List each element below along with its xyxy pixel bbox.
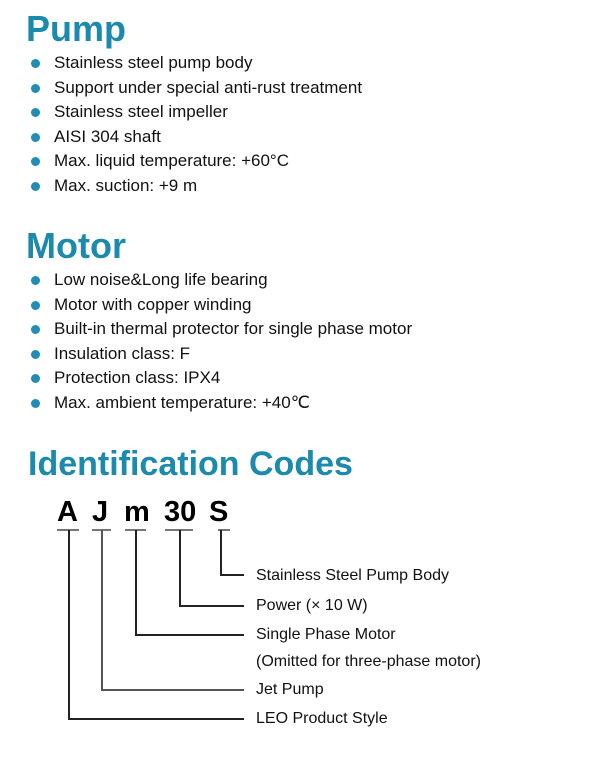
bullet-icon [31,157,40,166]
connector-m-horizontal [135,634,244,636]
bullet-icon [31,325,40,334]
code-number-30: 30 [164,496,197,528]
connector-a-horizontal [68,718,244,720]
connector-a-vertical [68,530,70,720]
code-letter-j: J [92,496,109,528]
list-item: Stainless steel pump body [30,51,362,76]
connector-30-horizontal [179,605,244,607]
connector-m-vertical [135,530,137,635]
list-item: Support under special anti-rust treatment [30,76,362,101]
connector-30-vertical [179,530,181,607]
bullet-icon [31,350,40,359]
list-item: Built-in thermal protector for single phase motor [30,317,412,342]
bullet-icon [31,108,40,117]
label-leo-product-style: LEO Product Style [256,710,388,727]
connector-s-horizontal [220,574,244,576]
pump-heading: Pump [26,8,127,49]
identification-heading: Identification Codes [28,445,353,483]
bullet-icon [31,301,40,310]
label-power: Power (× 10 W) [256,597,368,614]
bullet-icon [31,133,40,142]
connector-j-horizontal [101,689,244,691]
bullet-icon [31,399,40,408]
label-stainless-steel-pump-body: Stainless Steel Pump Body [256,567,449,584]
code-letter-m: m [124,496,150,528]
list-item: Max. ambient temperature: +40℃ [30,391,412,416]
label-single-phase-motor: Single Phase Motor [256,626,396,643]
list-item: Max. liquid temperature: +60°C [30,149,362,174]
list-item: Protection class: IPX4 [30,366,412,391]
list-item: Stainless steel impeller [30,100,362,125]
list-item: Low noise&Long life bearing [30,268,412,293]
list-item: Motor with copper winding [30,293,412,318]
bullet-icon [31,182,40,191]
code-letter-s: S [209,496,229,528]
list-item: AISI 304 shaft [30,125,362,150]
bullet-icon [31,374,40,383]
motor-features-list [30,268,412,416]
pump-features-list [30,51,362,199]
list-item: Max. suction: +9 m [30,174,362,199]
label-jet-pump: Jet Pump [256,681,324,698]
label-omitted-three-phase: (Omitted for three-phase motor) [256,653,481,670]
motor-heading: Motor [26,225,126,266]
list-item: Insulation class: F [30,342,412,367]
connector-s-vertical [220,530,222,576]
bullet-icon [31,59,40,68]
bullet-icon [31,84,40,93]
code-letter-a: A [57,496,78,528]
bullet-icon [31,276,40,285]
connector-j-vertical [101,530,103,691]
